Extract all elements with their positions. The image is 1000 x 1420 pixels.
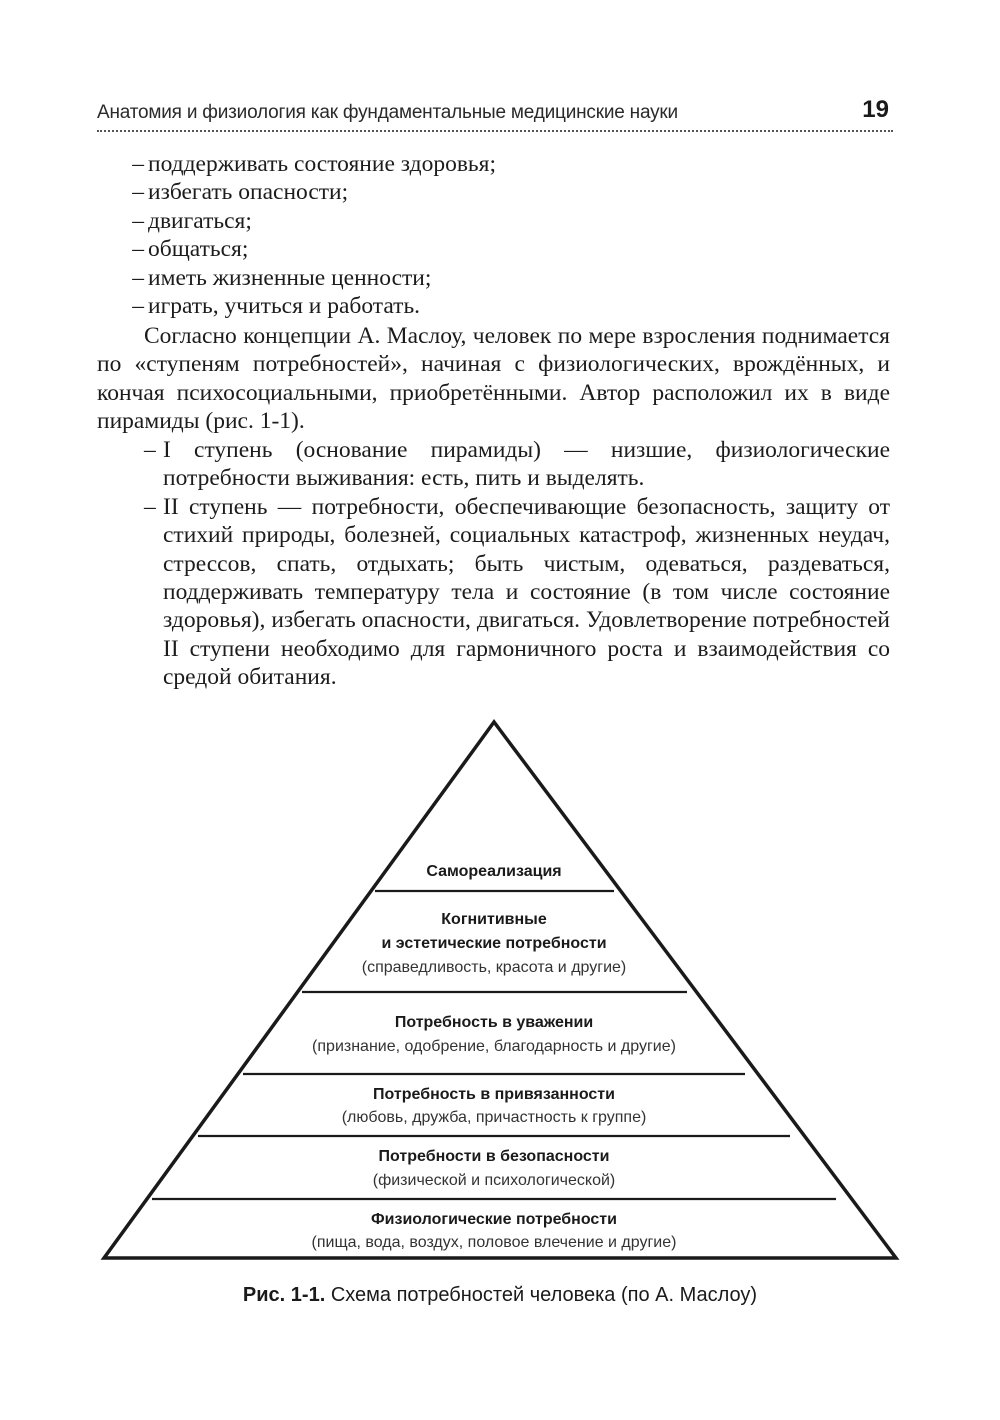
- level-item: [97, 436, 890, 493]
- list-item: [97, 292, 890, 320]
- tier-subtitle: (признание, одобрение, благодарность и другие): [312, 1038, 676, 1055]
- list-item: [97, 150, 890, 178]
- running-title: Анатомия и физиология как фундаментальные медицинские науки: [97, 102, 678, 123]
- caption-label: Рис. 1-1.: [242, 1284, 326, 1306]
- list-item-text: двигаться;: [148, 207, 252, 234]
- figure-caption: [0, 1284, 1000, 1307]
- tier-subtitle: (любовь, дружба, причастность к группе): [341, 1109, 647, 1126]
- tier-title: и эстетические потребности: [381, 935, 607, 952]
- list-item: [97, 207, 890, 235]
- tier-title: Потребность в уважении: [394, 1014, 594, 1031]
- dash-marker: –: [144, 493, 156, 520]
- tier-title: Самореализация: [426, 863, 562, 880]
- list-item-text: общаться;: [148, 236, 249, 263]
- page-number: 19: [862, 96, 889, 123]
- tier-subtitle: (справедливость, красота и другие): [361, 959, 627, 976]
- caption-text: Схема потребностей человека (по А. Маслоу): [325, 1284, 758, 1306]
- dash-marker: –: [144, 437, 156, 463]
- level-text: II ступень — потребности, обеспечивающие безопасность, защиту от стихий природы, болезней, социальных катастроф, жизненных неудач, стрессов, спать, отдыхать; быть чистым, одеваться, раздеваться, поддерживать температуру тела и состояние (в том числе состояние здоровья), избегать опасности, двигаться. Удовлетворение потребностей II ступени необходимо для гармоничного роста и взаимодействия со средой обитания.: [163, 493, 890, 691]
- list-item: [97, 264, 890, 292]
- list-item: [97, 178, 890, 206]
- page-header: [97, 96, 893, 136]
- tier-title: Физиологические потребности: [371, 1211, 617, 1228]
- tier-title: Когнитивные: [441, 911, 547, 928]
- level-item: [97, 493, 890, 692]
- list-item-text: иметь жизненные ценности;: [148, 264, 432, 291]
- levels-list: [97, 436, 890, 692]
- tier-subtitle: (физической и психологической): [372, 1172, 616, 1189]
- tier-title: Потребность в привязанности: [373, 1086, 615, 1103]
- tier-title: Потребности в безопасности: [378, 1148, 610, 1165]
- maslow-paragraph: Согласно концепции А. Маслоу, человек по мере взросления поднимается по «ступеням потребностей», начиная с физиологических, врождённых, и кончая психосоциальными, приобретёнными. Автор расположил их в виде пирамиды (рис. 1-1).: [97, 323, 890, 435]
- list-item-text: поддерживать состояние здоровья;: [148, 151, 496, 177]
- needs-list: [97, 150, 890, 320]
- header-dotted-rule: [97, 130, 893, 132]
- list-item-text: играть, учиться и работать.: [148, 293, 421, 320]
- list-item-text: избегать опасности;: [148, 179, 349, 206]
- level-text: I ступень (основание пирамиды) — низшие, физиологические потребности выживания: есть, пить и выделять.: [163, 437, 890, 492]
- list-item: [97, 235, 890, 263]
- maslow-pyramid: [100, 718, 900, 1270]
- tier-subtitle: (пища, вода, воздух, половое влечение и другие): [311, 1234, 677, 1251]
